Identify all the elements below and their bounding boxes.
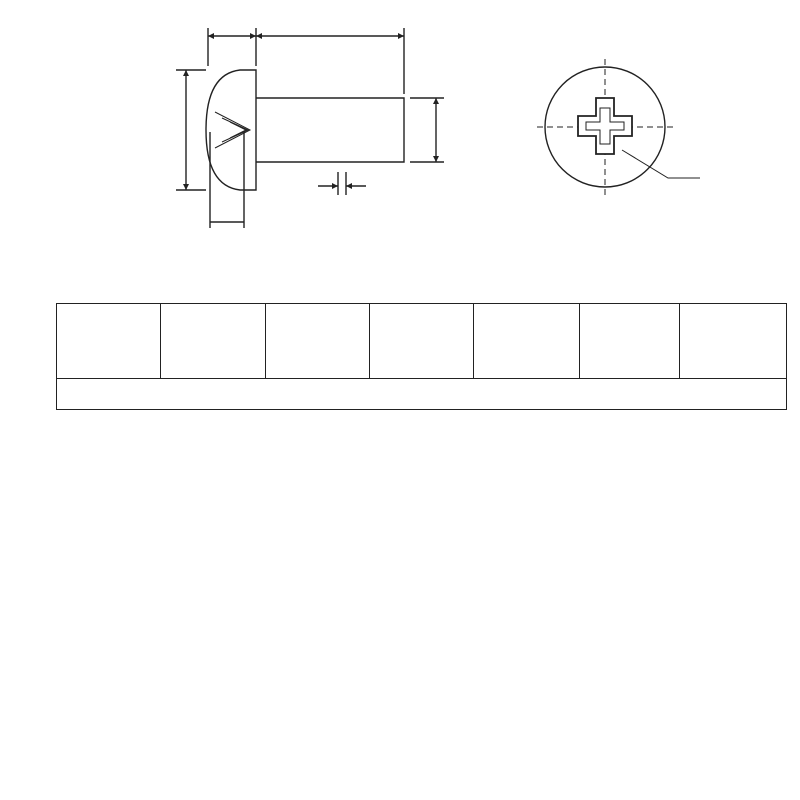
header-dk: [370, 304, 474, 379]
table-header-row: [57, 304, 787, 379]
arrowheads: [183, 33, 439, 190]
specification-table: [56, 303, 787, 410]
table-footer-row: [57, 379, 787, 410]
header-size: [57, 304, 161, 379]
header-p: [161, 304, 266, 379]
unit-label: [57, 379, 787, 410]
screw-side-view: [176, 28, 444, 228]
header-h: [474, 304, 580, 379]
screw-top-view: [537, 59, 700, 195]
header-slot: [680, 304, 787, 379]
header-d: [266, 304, 370, 379]
screw-diagram: [0, 0, 800, 260]
header-groove-depth: [580, 304, 680, 379]
